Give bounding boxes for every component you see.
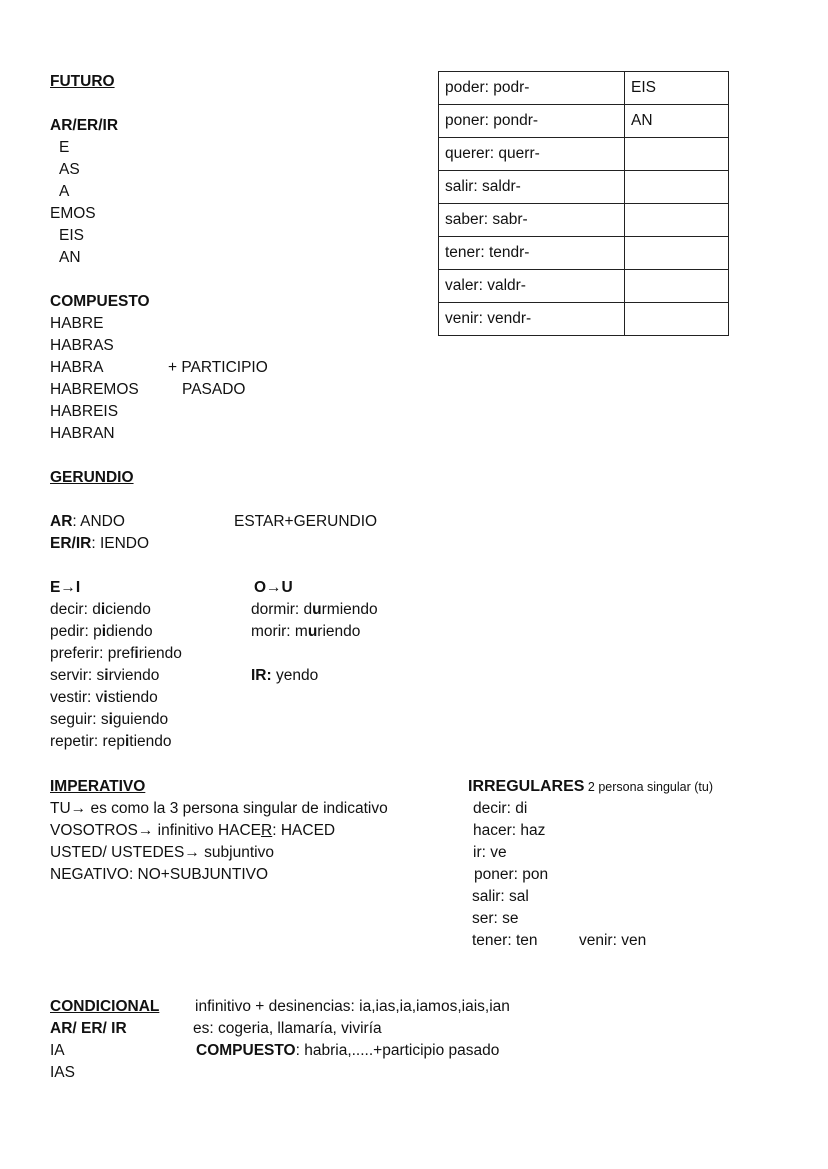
futuro-title: FUTURO bbox=[50, 73, 115, 90]
gerund-bold: i bbox=[108, 711, 113, 728]
gerund-post: riendo bbox=[317, 623, 361, 640]
condicional-compuesto bbox=[196, 1040, 499, 1062]
gerund-example bbox=[50, 687, 182, 709]
gerund-example bbox=[50, 709, 182, 731]
futuro-ending: EIS bbox=[59, 227, 84, 244]
note-cell: AN bbox=[625, 105, 729, 138]
irregulares-title: IRREGULARES bbox=[468, 778, 585, 795]
o-u-title: O→U bbox=[254, 579, 293, 596]
erir-value: : IENDO bbox=[91, 535, 150, 552]
gerund-pre: repetir: rep bbox=[50, 733, 125, 750]
ir-label: IR: bbox=[251, 667, 272, 684]
compuesto-form: HABRAN bbox=[50, 425, 115, 442]
ir-value: yendo bbox=[271, 667, 319, 684]
gerund-bold: u bbox=[307, 623, 318, 640]
stem-cell: valer: valdr- bbox=[439, 270, 625, 303]
irregular-item: salir: sal bbox=[472, 888, 529, 905]
erir-label: ER/IR bbox=[50, 535, 92, 552]
irregular-item: hacer: haz bbox=[473, 822, 546, 839]
compuesto-form: HABREMOS bbox=[50, 381, 139, 398]
gerund-bold: i bbox=[104, 667, 109, 684]
irregular-stem-row bbox=[439, 138, 729, 171]
note-cell bbox=[625, 303, 729, 336]
compuesto-form: HABRA bbox=[50, 359, 104, 376]
o-u-section bbox=[251, 577, 378, 687]
gerund-post: tiendo bbox=[129, 733, 172, 750]
futuro-group-label: AR/ER/IR bbox=[50, 117, 119, 134]
ar-label: AR bbox=[50, 513, 73, 530]
stem-cell: saber: sabr- bbox=[439, 204, 625, 237]
imperativo-title: IMPERATIVO bbox=[50, 778, 146, 795]
irregular-stems-table bbox=[438, 71, 729, 336]
note-cell bbox=[625, 204, 729, 237]
irregular-item: poner: pon bbox=[474, 866, 549, 883]
futuro-ending: AS bbox=[59, 161, 80, 178]
gerund-bold: i bbox=[101, 623, 107, 640]
note-cell bbox=[625, 270, 729, 303]
irregular-stem-row bbox=[439, 303, 729, 336]
gerund-example bbox=[50, 621, 182, 643]
gerund-example bbox=[50, 665, 182, 687]
gerund-pre: decir: d bbox=[50, 601, 101, 618]
gerund-bold: u bbox=[312, 601, 322, 618]
stem-cell: salir: saldr- bbox=[439, 171, 625, 204]
irregular-stem-row bbox=[439, 171, 729, 204]
estar-gerundio: ESTAR+GERUNDIO bbox=[234, 513, 378, 530]
gerund-pre: seguir: s bbox=[50, 711, 109, 728]
condicional-compuesto-label: COMPUESTO bbox=[196, 1042, 296, 1059]
compuesto-form: HABREIS bbox=[50, 403, 119, 420]
compuesto-form: HABRE bbox=[50, 315, 104, 332]
compuesto-title: COMPUESTO bbox=[50, 293, 150, 310]
imperativo-vosotros-underline: R bbox=[261, 822, 273, 839]
stem-cell: poner: pondr- bbox=[439, 105, 625, 138]
irregular-stem-row bbox=[439, 72, 729, 105]
irregular-item: tener: ten bbox=[472, 932, 538, 949]
gerund-pre: servir: s bbox=[50, 667, 105, 684]
irregular-item: ser: se bbox=[472, 910, 519, 927]
ar-value: : ANDO bbox=[72, 513, 125, 530]
note-cell bbox=[625, 237, 729, 270]
irregular-item-venir: venir: ven bbox=[579, 932, 647, 949]
stem-cell: querer: querr- bbox=[439, 138, 625, 171]
gerund-pre: dormir: d bbox=[251, 601, 313, 618]
gerund-pre: preferir: pref bbox=[50, 645, 135, 662]
gerund-pre: morir: m bbox=[251, 623, 308, 640]
futuro-ending: A bbox=[59, 183, 70, 200]
condicional-ending: IA bbox=[50, 1042, 65, 1059]
condicional-compuesto-value: : habria,.....+participio pasado bbox=[295, 1042, 500, 1059]
irregular-stem-row bbox=[439, 270, 729, 303]
futuro-ending: EMOS bbox=[50, 205, 96, 222]
stem-cell: tener: tendr- bbox=[439, 237, 625, 270]
participio-line: + PARTICIPIO bbox=[168, 359, 268, 376]
imperativo-vosotros-end: : HACED bbox=[272, 822, 336, 839]
imperativo-section bbox=[50, 776, 388, 886]
gerund-pre: pedir: p bbox=[50, 623, 102, 640]
gerund-post: riendo bbox=[138, 645, 182, 662]
irregular-stem-row bbox=[439, 105, 729, 138]
condicional-section bbox=[50, 996, 159, 1084]
irregular-stem-row bbox=[439, 204, 729, 237]
irregulares-subtitle: 2 persona singular (tu) bbox=[584, 780, 713, 794]
gerund-bold: i bbox=[134, 645, 139, 662]
gerund-post: rmiendo bbox=[321, 601, 378, 618]
e-i-list bbox=[50, 599, 182, 753]
gerund-example bbox=[50, 643, 182, 665]
stem-cell: poder: podr- bbox=[439, 72, 625, 105]
futuro-ending: E bbox=[59, 139, 70, 156]
futuro-section bbox=[50, 71, 150, 445]
participio-line: PASADO bbox=[182, 381, 246, 398]
gerund-pre: vestir: v bbox=[50, 689, 104, 706]
gerundio-section bbox=[50, 467, 182, 753]
condicional-group-label: AR/ ER/ IR bbox=[50, 1020, 127, 1037]
gerund-post: stiendo bbox=[107, 689, 158, 706]
imperativo-vosotros: VOSOTROS→ infinitivo HACE bbox=[50, 822, 262, 839]
irregular-stem-row bbox=[439, 237, 729, 270]
gerund-example bbox=[251, 621, 378, 643]
condicional-examples: es: cogeria, llamaría, viviría bbox=[193, 1020, 382, 1037]
condicional-title: CONDICIONAL bbox=[50, 998, 160, 1015]
gerund-post: rviendo bbox=[108, 667, 160, 684]
gerund-example bbox=[50, 731, 182, 753]
stem-cell: venir: vendr- bbox=[439, 303, 625, 336]
futuro-ending: AN bbox=[59, 249, 81, 266]
condicional-ending: IAS bbox=[50, 1064, 75, 1081]
imperativo-tu: TU→ es como la 3 persona singular de indicativo bbox=[50, 800, 388, 817]
gerund-bold: i bbox=[103, 689, 108, 706]
note-cell bbox=[625, 171, 729, 204]
imperativo-usted: USTED/ USTEDES→ subjuntivo bbox=[50, 844, 274, 861]
note-cell bbox=[625, 138, 729, 171]
note-cell: EIS bbox=[625, 72, 729, 105]
irregular-item: ir: ve bbox=[473, 844, 507, 861]
e-i-title: E→I bbox=[50, 579, 81, 596]
o-u-list bbox=[251, 599, 378, 643]
irregular-item: decir: di bbox=[473, 800, 528, 817]
gerund-bold: i bbox=[100, 601, 106, 618]
condicional-rule: infinitivo + desinencias: ia,ias,ia,iamos,iais,ian bbox=[195, 998, 510, 1015]
irregulares-section bbox=[468, 776, 713, 952]
gerund-post: ciendo bbox=[105, 601, 151, 618]
gerund-post: guiendo bbox=[112, 711, 169, 728]
gerund-example bbox=[50, 599, 182, 621]
imperativo-negativo: NEGATIVO: NO+SUBJUNTIVO bbox=[50, 866, 269, 883]
participio-note bbox=[168, 357, 268, 401]
gerund-bold: i bbox=[124, 733, 130, 750]
gerund-example bbox=[251, 599, 378, 621]
gerundio-title: GERUNDIO bbox=[50, 469, 134, 486]
gerund-post: diendo bbox=[106, 623, 153, 640]
compuesto-form: HABRAS bbox=[50, 337, 114, 354]
